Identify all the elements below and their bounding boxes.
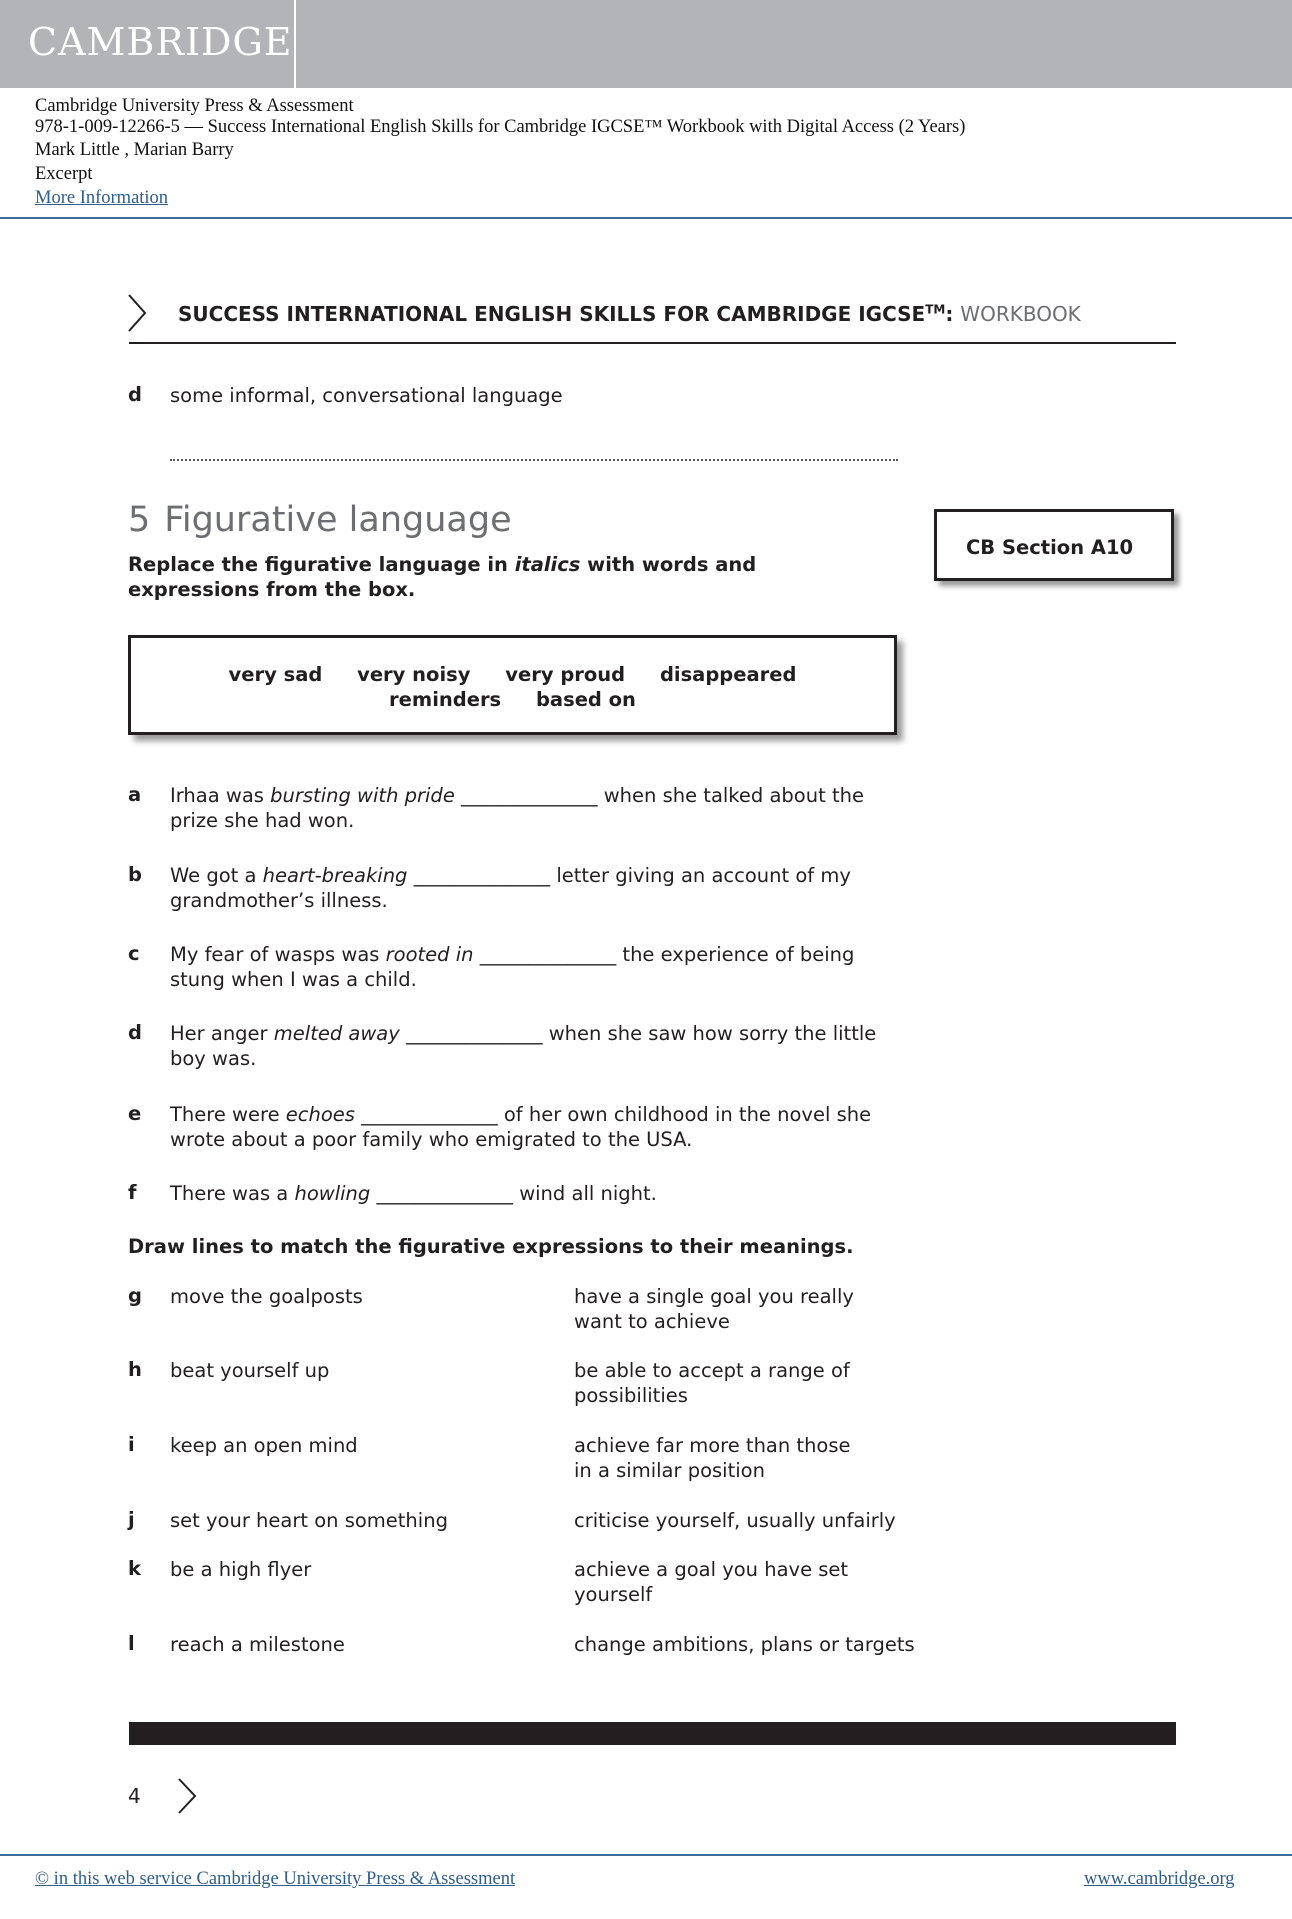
match-meaning[interactable]: have a single goal you really want to achieve: [574, 1285, 854, 1333]
header-rule: [0, 217, 1292, 219]
sentence-text: of her own childhood in the novel she wrote about a poor family who emigrated to the USA.: [170, 1103, 872, 1151]
more-information-link[interactable]: More Information: [35, 188, 169, 208]
figurative-phrase: melted away: [273, 1022, 400, 1045]
excerpt-label: Excerpt: [35, 164, 93, 184]
sentence-text: when she talked about the prize she had won.: [170, 784, 864, 832]
section-number: 5: [128, 500, 151, 540]
item-label: l: [128, 1632, 135, 1655]
cb-reference: CB Section A10: [966, 536, 1134, 559]
instruction: [128, 552, 888, 602]
isbn-title: 978-1-009-12266-5 — Success International English Skills for Cambridge IGCSE™ Workbook with Digital Access (2 Years): [35, 117, 966, 137]
footer-rule: [0, 1854, 1292, 1856]
chevron-right-icon: [176, 1777, 198, 1815]
match-meaning[interactable]: be able to accept a range of possibilities: [574, 1359, 850, 1407]
figurative-phrase: rooted in: [385, 943, 474, 966]
item-label: f: [128, 1181, 137, 1204]
running-head-title: SUCCESS INTERNATIONAL ENGLISH SKILLS FOR CAMBRIDGE IGCSE: [178, 302, 926, 326]
authors: Mark Little , Marian Barry: [35, 140, 234, 160]
trademark-mark: TM: [925, 302, 946, 317]
match-expression[interactable]: move the goalposts: [170, 1285, 363, 1308]
word-option: very sad: [228, 663, 323, 686]
sentence-text: Irhaa was: [170, 784, 271, 807]
match-expression[interactable]: keep an open mind: [170, 1434, 358, 1457]
match-expression[interactable]: reach a milestone: [170, 1633, 345, 1656]
answer-line[interactable]: [170, 459, 898, 461]
page-number: 4: [128, 1784, 141, 1808]
item-label: j: [128, 1508, 135, 1531]
sentence-item: [170, 1021, 890, 1071]
match-meaning[interactable]: criticise yourself, usually unfairly: [574, 1509, 896, 1532]
sentence-text: There were: [170, 1103, 286, 1126]
match-instruction: Draw lines to match the figurative expressions to their meanings.: [128, 1235, 854, 1258]
sentence-item: [170, 942, 890, 992]
publisher-name: Cambridge University Press & Assessment: [35, 96, 354, 116]
sentence-item: [170, 863, 890, 913]
copyright-link[interactable]: © in this web service Cambridge University Press & Assessment: [35, 1869, 516, 1889]
item-text: some informal, conversational language: [170, 384, 563, 407]
sentence-text: My fear of wasps was: [170, 943, 386, 966]
instruction-italic: italics: [514, 553, 581, 576]
answer-blank[interactable]: ______________: [354, 1103, 504, 1126]
word-option: based on: [535, 688, 636, 711]
sentence-text: letter giving an account of my grandmother’s illness.: [170, 864, 851, 912]
item-label: c: [128, 942, 140, 965]
banner-divider: [294, 0, 296, 88]
item-label: d: [128, 383, 142, 406]
word-option: disappeared: [659, 663, 797, 686]
match-expression[interactable]: be a high flyer: [170, 1558, 312, 1581]
website-link[interactable]: www.cambridge.org: [1084, 1869, 1235, 1889]
figurative-phrase: bursting with pride: [270, 784, 455, 807]
sentence-item: [170, 1102, 890, 1152]
sentence-text: wind all night.: [519, 1182, 657, 1205]
match-meaning[interactable]: achieve a goal you have set yourself: [574, 1558, 849, 1606]
item-label: h: [128, 1358, 142, 1381]
answer-blank[interactable]: ______________: [399, 1022, 549, 1045]
answer-blank[interactable]: ______________: [407, 864, 557, 887]
match-expression[interactable]: set your heart on something: [170, 1509, 448, 1532]
sentence-item: [170, 1181, 890, 1206]
running-head-rule: [129, 342, 1176, 344]
match-meaning[interactable]: change ambitions, plans or targets: [574, 1633, 915, 1656]
chevron-right-icon: [125, 293, 149, 333]
answer-blank[interactable]: ______________: [473, 943, 623, 966]
running-head-suffix: WORKBOOK: [960, 302, 1081, 326]
sentence-text: There was a: [170, 1182, 295, 1205]
answer-blank[interactable]: ______________: [370, 1182, 520, 1205]
figurative-phrase: howling: [294, 1182, 371, 1205]
sentence-text: Her anger: [170, 1022, 274, 1045]
footer-bar: [129, 1722, 1176, 1745]
instruction-part: Replace the figurative language in: [128, 553, 515, 576]
sentence-text: We got a: [170, 864, 263, 887]
instruction-part: with words and expressions from the box.: [128, 553, 757, 601]
item-label: a: [128, 783, 142, 806]
section-title-text: Figurative language: [164, 500, 512, 540]
item-label: b: [128, 863, 142, 886]
cambridge-logo: CAMBRIDGE: [28, 20, 293, 64]
answer-blank[interactable]: ______________: [454, 784, 604, 807]
sentence-item: [170, 783, 890, 833]
match-meaning[interactable]: achieve far more than those in a similar position: [574, 1434, 851, 1482]
item-label: g: [128, 1284, 142, 1307]
word-option: very proud: [505, 663, 626, 686]
word-option: reminders: [389, 688, 502, 711]
item-label: k: [128, 1557, 141, 1580]
running-head-colon: :: [945, 302, 961, 326]
item-label: d: [128, 1021, 142, 1044]
match-expression[interactable]: beat yourself up: [170, 1359, 330, 1382]
cb-reference-box: [934, 509, 1174, 581]
word-option: very noisy: [357, 663, 471, 686]
running-head: [178, 302, 1081, 326]
item-label: e: [128, 1102, 142, 1125]
item-label: i: [128, 1433, 135, 1456]
figurative-phrase: echoes: [285, 1103, 355, 1126]
sentence-text: the experience of being stung when I was a child.: [170, 943, 855, 991]
figurative-phrase: heart-breaking: [262, 864, 408, 887]
sentence-text: when she saw how sorry the little boy was.: [170, 1022, 877, 1070]
section-title: [128, 500, 512, 540]
word-box: [128, 635, 897, 735]
